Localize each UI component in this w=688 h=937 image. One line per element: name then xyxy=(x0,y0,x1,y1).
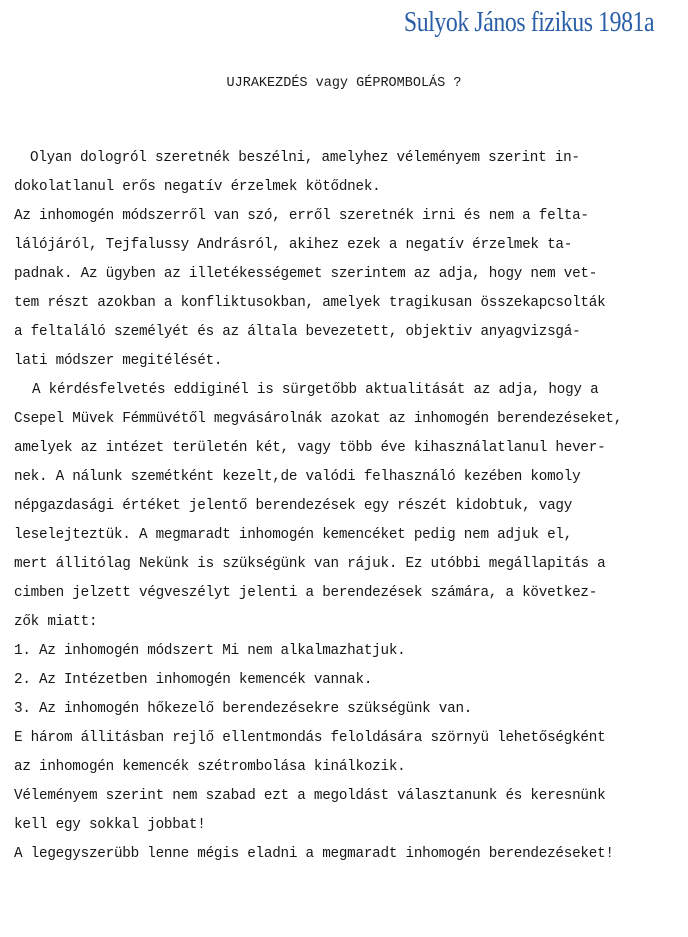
document-body xyxy=(14,144,686,869)
text-line: A kérdésfelvetés eddiginél is sürgetőbb aktualitását az adja, hogy a xyxy=(32,382,599,398)
text-line: dokolatlanul erős negatív érzelmek kötődnek. xyxy=(14,179,381,195)
text-line: az inhomogén kemencék szétrombolása kinálkozik. xyxy=(14,759,406,775)
text-line: 3. Az inhomogén hőkezelő berendezésekre szükségünk van. xyxy=(14,701,473,717)
document-title: UJRAKEZDÉS vagy GÉPROMBOLÁS ? xyxy=(226,76,462,91)
text-line: Véleményem szerint nem szabad ezt a megoldást választanunk és keresnünk xyxy=(14,788,606,804)
text-line: amelyek az intézet területén két, vagy több éve kihasználatlanul hever- xyxy=(14,440,606,456)
text-line: Olyan dologról szeretnék beszélni, amelyhez véleményem szerint in- xyxy=(30,150,580,166)
text-line: Csepel Müvek Fémmüvétől megvásárolnák azokat az inhomogén berendezéseket, xyxy=(14,411,623,427)
text-line: 2. Az Intézetben inhomogén kemencék vannak. xyxy=(14,672,373,688)
text-line: a feltaláló személyét és az általa bevezetett, objektiv anyagvizsgá- xyxy=(14,324,581,340)
text-line: cimben jelzett végveszélyt jelenti a berendezések számára, a következ- xyxy=(14,585,598,601)
text-line: E három állitásban rejlő ellentmondás feloldására szörnyü lehetőségként xyxy=(14,730,606,746)
text-line: népgazdasági értéket jelentő berendezések egy részét kidobtuk, vagy xyxy=(14,498,573,514)
author-stamp: Sulyok János fizikus 1981a xyxy=(403,6,654,38)
text-line: leselejteztük. A megmaradt inhomogén kemencéket pedig nem adjuk el, xyxy=(14,527,573,543)
text-line: lálójáról, Tejfalussy Andrásról, akihez ezek a negatív érzelmek ta- xyxy=(14,237,573,253)
text-line: Az inhomogén módszerről van szó, erről szeretnék irni és nem a felta- xyxy=(14,208,589,224)
text-line: tem részt azokban a konfliktusokban, amelyek tragikusan összekapcsolták xyxy=(14,295,606,311)
text-line: mert állitólag Nekünk is szükségünk van rájuk. Ez utóbbi megállapitás a xyxy=(14,556,606,572)
text-line: lati módszer megitélését. xyxy=(14,353,223,369)
text-line: zők miatt: xyxy=(14,614,98,630)
text-line: 1. Az inhomogén módszert Mi nem alkalmazhatjuk. xyxy=(14,643,406,659)
text-line: A legegyszerübb lenne mégis eladni a megmaradt inhomogén berendezéseket! xyxy=(14,846,614,862)
text-line: nek. A nálunk szemétként kezelt,de valódi felhasználó kezében komoly xyxy=(14,469,581,485)
text-line: padnak. Az ügyben az illetékességemet szerintem az adja, hogy nem vet- xyxy=(14,266,598,282)
text-line: kell egy sokkal jobbat! xyxy=(14,817,206,833)
